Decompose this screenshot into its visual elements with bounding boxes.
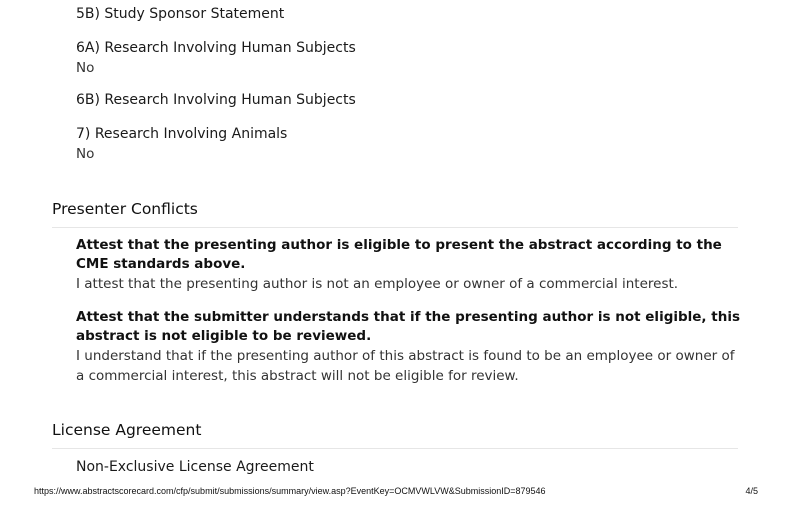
conflict-item-2-title: Attest that the submitter understands that if the presenting author is not eligible, this abstract is not eligible to be reviewed. [76, 309, 740, 344]
conflict-item-1-title: Attest that the presenting author is eligible to present the abstract according to the CME standards above. [76, 237, 722, 272]
conflict-item-1 [76, 236, 740, 294]
conflict-item-1-answer: I attest that the presenting author is not an employee or owner of a commercial interest. [76, 276, 679, 292]
conflict-item-2-answer: I understand that if the presenting author of this abstract is found to be an employee or owner of a commercial interest, this abstract will not be eligible for review. [76, 348, 735, 384]
license-agreement-heading: License Agreement [52, 421, 202, 439]
question-7-title: 7) Research Involving Animals [76, 126, 288, 142]
conflict-item-2 [76, 308, 740, 386]
question-5b-title: 5B) Study Sponsor Statement [76, 6, 285, 22]
question-6a-title: 6A) Research Involving Human Subjects [76, 40, 356, 56]
question-7-answer: No [76, 146, 95, 162]
footer-url: https://www.abstractscorecard.com/cfp/submit/submissions/summary/view.asp?EventKey=OCMVWLVW&SubmissionID=879546 [34, 486, 546, 496]
section-divider [52, 448, 738, 449]
license-item-title: Non-Exclusive License Agreement [76, 459, 314, 475]
question-6b-title: 6B) Research Involving Human Subjects [76, 92, 356, 108]
question-6a-answer: No [76, 60, 95, 76]
section-divider [52, 227, 738, 228]
presenter-conflicts-heading: Presenter Conflicts [52, 200, 198, 218]
page-number: 4/5 [745, 486, 758, 496]
